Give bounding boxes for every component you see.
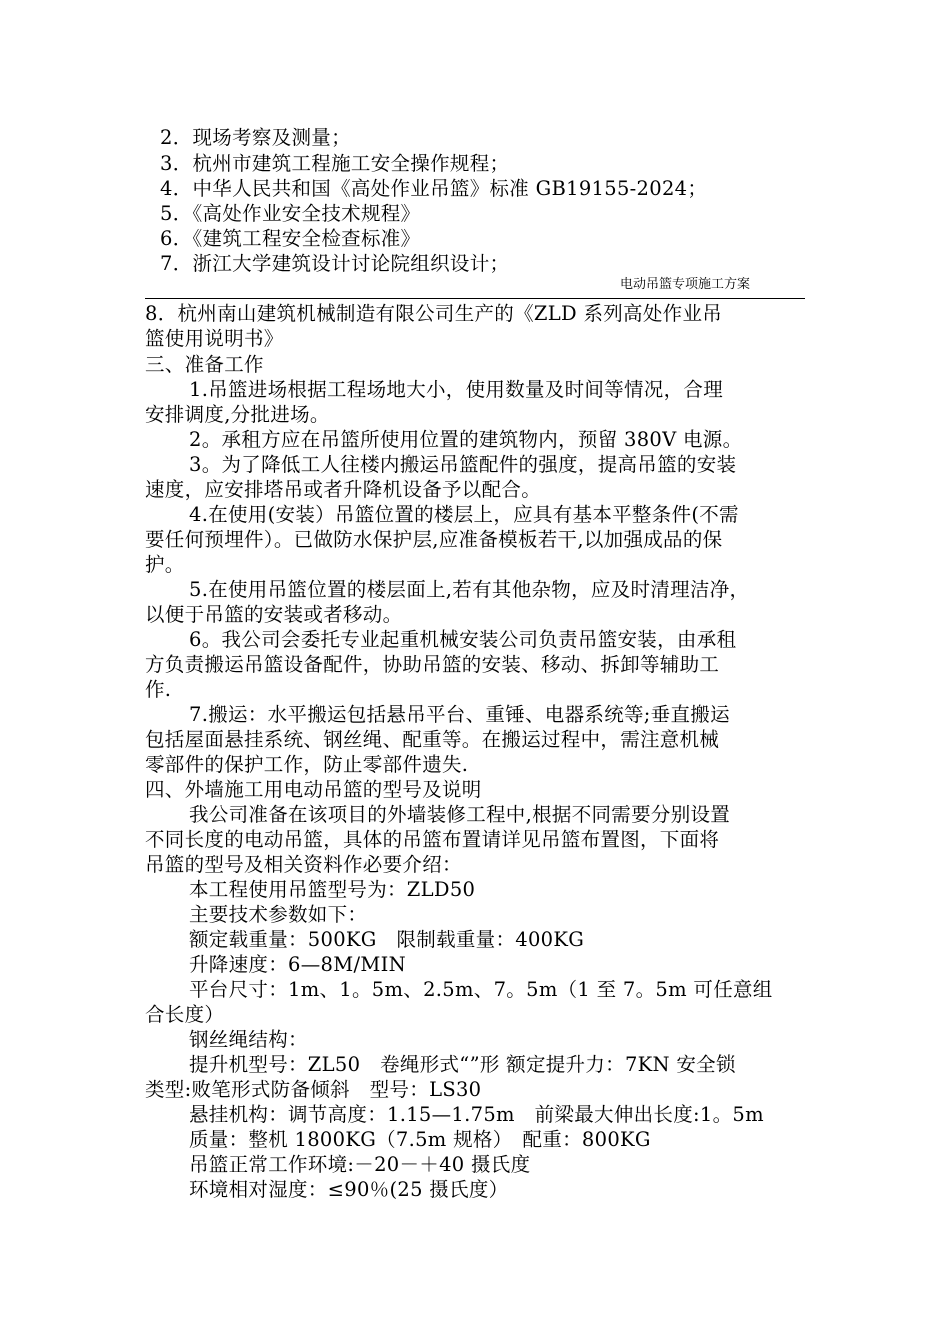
spec-line: 提升机型号：ZL50 卷绳形式“”形 额定提升力：7KN 安全锁 <box>189 1053 736 1076</box>
page-header-title: 电动吊篮专项施工方案 <box>620 277 751 292</box>
paragraph-line: 护。 <box>145 553 185 576</box>
section-heading-models: 四、外墙施工用电动吊篮的型号及说明 <box>145 778 482 801</box>
spec-line: 钢丝绳结构： <box>189 1028 308 1051</box>
spec-line: 额定载重量：500KG 限制载重量：400KG <box>189 928 585 951</box>
spec-line: 主要技术参数如下： <box>189 903 368 926</box>
paragraph-line: 安排调度,分批进场。 <box>145 403 330 426</box>
paragraph-line: 7.搬运：水平搬运包括悬吊平台、重锤、电器系统等;垂直搬运 <box>189 703 730 726</box>
reference-item-5: 5．《高处作业安全技术规程》 <box>160 202 421 225</box>
reference-item-6: 6．《建筑工程安全检查标准》 <box>160 227 421 250</box>
reference-item-8: 8．杭州南山建筑机械制造有限公司生产的《ZLD 系列高处作业吊 <box>145 302 723 325</box>
spec-line: 本工程使用吊篮型号为：ZLD50 <box>189 878 476 901</box>
spec-line: 平台尺寸：1m、1。5m、2.5m、7。5m（1 至 7。5m 可任意组 <box>189 978 773 1001</box>
spec-line: 质量：整机 1800KG（7.5m 规格） 配重：800KG <box>189 1128 651 1151</box>
spec-line: 吊篮正常工作环境:－20－＋40 摄氏度 <box>189 1153 531 1176</box>
spec-line: 环境相对湿度：≤90％(25 摄氏度） <box>189 1178 509 1201</box>
paragraph-line: 零部件的保护工作，防止零部件遗失. <box>145 753 469 776</box>
spec-line: 合长度） <box>145 1003 225 1026</box>
section-heading-preparation: 三、准备工作 <box>145 353 264 376</box>
paragraph-line: 6。我公司会委托专业起重机械安装公司负责吊篮安装，由承租 <box>189 628 737 651</box>
paragraph-line: 吊篮的型号及相关资料作必要介绍： <box>145 853 462 876</box>
paragraph-line: 包括屋面悬挂系统、钢丝绳、配重等。在搬运过程中，需注意机械 <box>145 728 720 751</box>
paragraph-line: 2。承租方应在吊篮所使用位置的建筑物内，预留 380V 电源。 <box>189 428 743 451</box>
paragraph-line: 不同长度的电动吊篮，具体的吊篮布置请详见吊篮布置图，下面将 <box>145 828 720 851</box>
spec-line: 悬挂机构：调节高度：1.15—1.75m 前梁最大伸出长度:1。5m <box>189 1103 764 1126</box>
paragraph-line: 4.在使用(安装）吊篮位置的楼层上，应具有基本平整条件(不需 <box>189 503 739 526</box>
spec-line: 升降速度：6—8M/MIN <box>189 953 406 976</box>
reference-item-2: 2．现场考察及测量； <box>160 126 351 149</box>
paragraph-line: 速度，应安排塔吊或者升降机设备予以配合。 <box>145 478 542 501</box>
paragraph-line: 以便于吊篮的安装或者移动。 <box>145 603 403 626</box>
page-header-rule <box>145 298 805 299</box>
reference-item-8-cont: 篮使用说明书》 <box>145 327 284 350</box>
paragraph-line: 5.在使用吊篮位置的楼层面上,若有其他杂物，应及时清理洁净， <box>189 578 750 601</box>
reference-item-4: 4．中华人民共和国《高处作业吊篮》标准 GB19155-2024； <box>160 177 708 200</box>
paragraph-line: 作. <box>145 678 172 701</box>
reference-item-7: 7．浙江大学建筑设计讨论院组织设计； <box>160 252 510 275</box>
paragraph-line: 3。为了降低工人往楼内搬运吊篮配件的强度，提高吊篮的安装 <box>189 453 737 476</box>
paragraph-line: 我公司准备在该项目的外墙装修工程中,根据不同需要分别设置 <box>189 803 731 826</box>
spec-line: 类型:败笔形式防备倾斜 型号：LS30 <box>145 1078 482 1101</box>
paragraph-line: 方负责搬运吊篮设备配件，协助吊篮的安装、移动、拆卸等辅助工 <box>145 653 720 676</box>
paragraph-line: 要任何预埋件）。已做防水保护层,应准备模板若干,以加强成品的保 <box>145 528 723 551</box>
paragraph-line: 1.吊篮进场根据工程场地大小，使用数量及时间等情况，合理 <box>189 378 724 401</box>
reference-item-3: 3．杭州市建筑工程施工安全操作规程； <box>160 152 510 175</box>
